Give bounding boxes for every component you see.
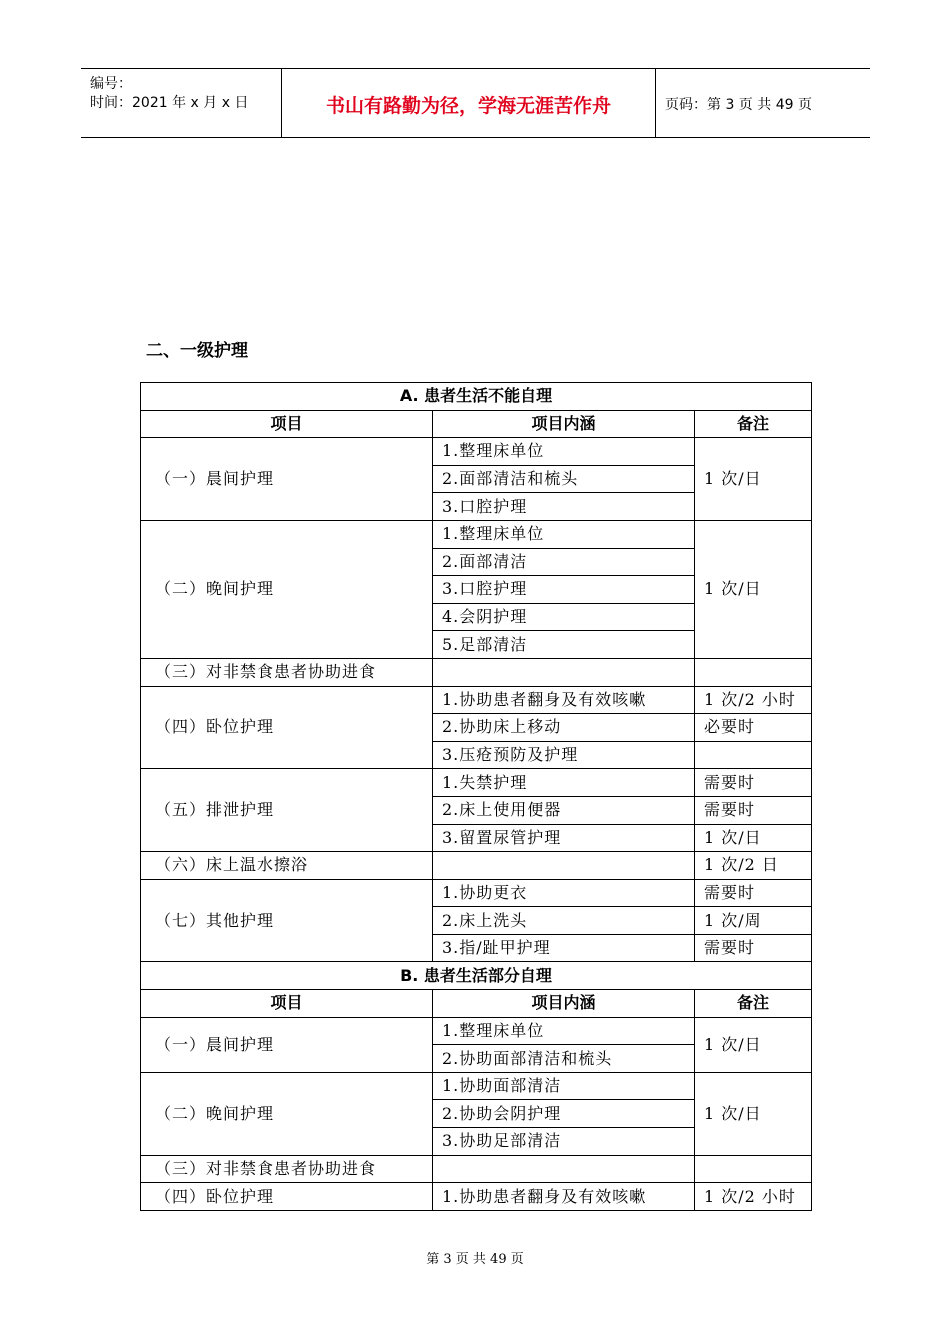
content-cell: 3.指/趾甲护理 <box>433 934 695 962</box>
nursing-table <box>140 382 812 1211</box>
header-meta <box>81 69 281 137</box>
item-cell: （三）对非禁食患者协助进食 <box>141 658 433 686</box>
content-cell: 1.整理床单位 <box>433 438 695 466</box>
content-cell <box>433 852 695 880</box>
content-cell: 1.失禁护理 <box>433 769 695 797</box>
table-row <box>141 658 812 686</box>
note-cell: 1 次/2 小时 <box>695 686 812 714</box>
motto: 书山有路勤为径，学海无涯苦作舟 <box>325 95 611 117</box>
content-cell: 1.协助更衣 <box>433 879 695 907</box>
table-row <box>141 769 812 797</box>
content-cell: 3.口腔护理 <box>433 493 695 521</box>
note-cell: 1 次/2 小时 <box>695 1183 812 1211</box>
column-header-content: 项目内涵 <box>433 410 695 438</box>
table-row <box>141 879 812 907</box>
page-label: 页码：第 3 页 共 49 页 <box>665 97 812 113</box>
item-cell: （六）床上温水擦浴 <box>141 852 433 880</box>
content-cell: 3.留置尿管护理 <box>433 824 695 852</box>
table-row <box>141 1183 812 1211</box>
page-footer: 第 3 页 共 49 页 <box>426 1252 524 1267</box>
header-page-cell <box>655 69 870 137</box>
header-motto-cell <box>281 69 656 137</box>
content-cell: 3.压疮预防及护理 <box>433 741 695 769</box>
item-cell: （三）对非禁食患者协助进食 <box>141 1155 433 1183</box>
note-cell: 需要时 <box>695 879 812 907</box>
table-row <box>141 852 812 880</box>
content-cell: 2.面部清洁和梳头 <box>433 465 695 493</box>
column-header-note: 备注 <box>695 410 812 438</box>
content-cell: 1.整理床单位 <box>433 520 695 548</box>
note-cell: 需要时 <box>695 769 812 797</box>
item-cell: （二）晚间护理 <box>141 1072 433 1155</box>
page-header <box>81 68 870 138</box>
note-cell: 1 次/日 <box>695 824 812 852</box>
part-title: B. 患者生活部分自理 <box>141 962 812 990</box>
content-cell: 2.协助面部清洁和梳头 <box>433 1045 695 1073</box>
table-row <box>141 438 812 466</box>
note-cell: 1 次/日 <box>695 438 812 521</box>
table-row <box>141 1155 812 1183</box>
part-title: A. 患者生活不能自理 <box>141 383 812 411</box>
table-row <box>141 1017 812 1045</box>
note-cell: 1 次/日 <box>695 1017 812 1072</box>
content-cell: 2.床上洗头 <box>433 907 695 935</box>
note-cell <box>695 741 812 769</box>
date-label: 时间：2021 年 x 月 x 日 <box>90 95 249 111</box>
column-header-content: 项目内涵 <box>433 990 695 1018</box>
item-cell: （五）排泄护理 <box>141 769 433 852</box>
note-cell: 1 次/2 日 <box>695 852 812 880</box>
note-cell: 必要时 <box>695 714 812 742</box>
note-cell <box>695 658 812 686</box>
column-header-item: 项目 <box>141 990 433 1018</box>
note-cell: 需要时 <box>695 934 812 962</box>
item-cell: （七）其他护理 <box>141 879 433 962</box>
content-cell: 2.协助会阴护理 <box>433 1100 695 1128</box>
table-row <box>141 520 812 548</box>
content-cell <box>433 1155 695 1183</box>
content-cell: 2.床上使用便器 <box>433 796 695 824</box>
note-cell: 1 次/日 <box>695 520 812 658</box>
column-header-note: 备注 <box>695 990 812 1018</box>
item-cell: （四）卧位护理 <box>141 686 433 769</box>
content-cell: 2.面部清洁 <box>433 548 695 576</box>
content-cell: 3.协助足部清洁 <box>433 1128 695 1156</box>
content-cell: 4.会阴护理 <box>433 603 695 631</box>
section-title: 二、一级护理 <box>146 341 248 361</box>
note-cell <box>695 1155 812 1183</box>
content-cell: 2.协助床上移动 <box>433 714 695 742</box>
content-cell: 1.整理床单位 <box>433 1017 695 1045</box>
note-cell: 1 次/周 <box>695 907 812 935</box>
item-cell: （一）晨间护理 <box>141 438 433 521</box>
content-cell: 1.协助患者翻身及有效咳嗽 <box>433 1183 695 1211</box>
column-header-item: 项目 <box>141 410 433 438</box>
content-cell: 3.口腔护理 <box>433 576 695 604</box>
note-cell: 需要时 <box>695 796 812 824</box>
table-header-row <box>141 410 812 438</box>
content-cell <box>433 658 695 686</box>
nursing-table-body <box>141 383 812 1211</box>
number-label: 编号： <box>90 76 132 92</box>
note-cell: 1 次/日 <box>695 1072 812 1155</box>
table-part-title-row <box>141 962 812 990</box>
table-row <box>141 686 812 714</box>
item-cell: （一）晨间护理 <box>141 1017 433 1072</box>
table-row <box>141 1072 812 1100</box>
content-cell: 5.足部清洁 <box>433 631 695 659</box>
content-cell: 1.协助患者翻身及有效咳嗽 <box>433 686 695 714</box>
table-part-title-row <box>141 383 812 411</box>
table-header-row <box>141 990 812 1018</box>
item-cell: （四）卧位护理 <box>141 1183 433 1211</box>
content-cell: 1.协助面部清洁 <box>433 1072 695 1100</box>
item-cell: （二）晚间护理 <box>141 520 433 658</box>
